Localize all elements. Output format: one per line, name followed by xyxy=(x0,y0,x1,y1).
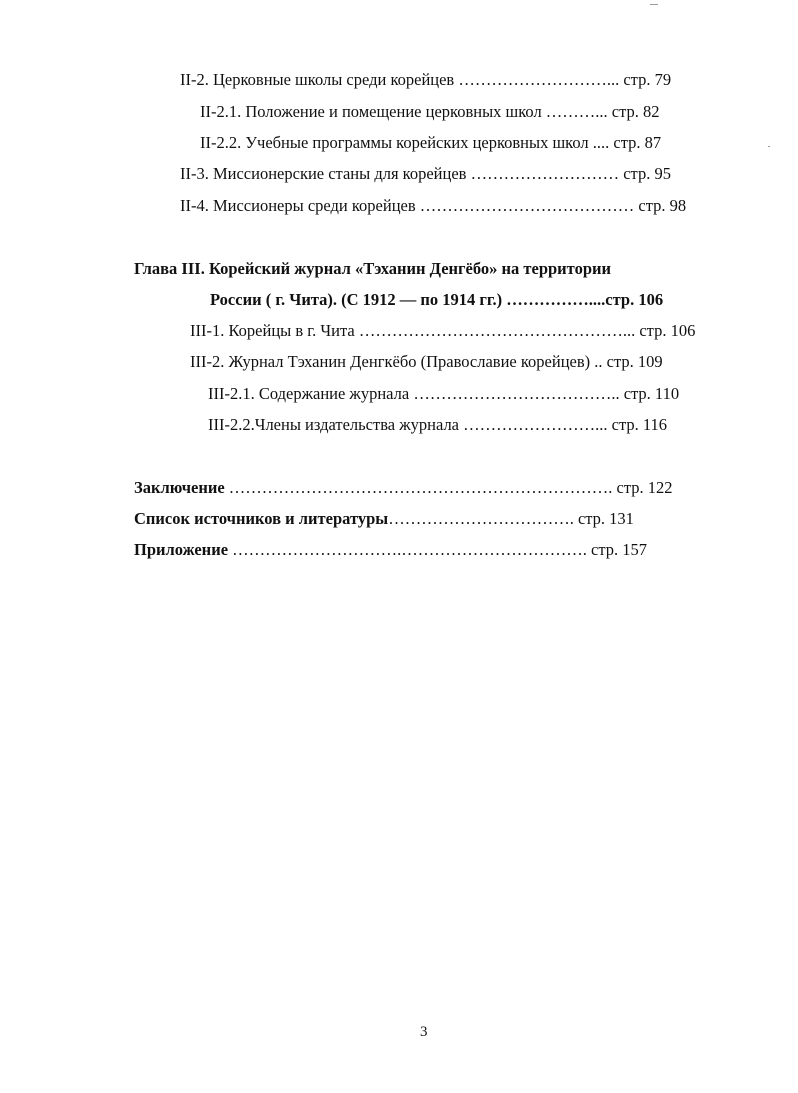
toc-entry-iii-2-2: III-2.2.Члены издательства журнала ……………………... стр. 116 xyxy=(208,415,667,434)
appendix-leader: ………………………….……………………………. стр. 157 xyxy=(228,540,648,559)
chapter-3-title-cont: России ( г. Чита). (С 1912 — по 1914 гг.) ……………....стр. 106 xyxy=(210,290,664,309)
sources-label: Список источников и литературы xyxy=(134,509,389,528)
appendix-label: Приложение xyxy=(134,540,229,559)
toc-entry-sources xyxy=(134,509,634,529)
sources-leader: ……………………………. стр. 131 xyxy=(388,509,634,528)
chapter-3-heading: Глава III. Корейский журнал «Тэханин Денгёбо» на территории xyxy=(134,259,612,278)
conclusion-leader: ……………………………………………………………. стр. 122 xyxy=(224,478,673,497)
toc-entry-ii-3: II-3. Миссионерские станы для корейцев ……………………… стр. 95 xyxy=(180,164,671,183)
toc-entry-iii-2-1: III-2.1. Содержание журнала ……………………………….. стр. 110 xyxy=(208,384,680,403)
chapter-3-heading-cont xyxy=(210,290,663,310)
toc-entry-ii-2-2: II-2.2. Учебные программы корейских церковных школ .... стр. 87 xyxy=(200,133,662,152)
toc-entry-appendix xyxy=(134,540,647,560)
toc-entry-iii-2: III-2. Журнал Тэханин Денгкёбо (Православие корейцев) .. стр. 109 xyxy=(190,352,663,371)
scan-speck xyxy=(768,146,770,147)
toc-entry-iii-1: III-1. Корейцы в г. Чита …………………………………………... стр. 106 xyxy=(190,321,696,340)
scan-speck xyxy=(650,4,658,5)
toc-entry-ii-2-1: II-2.1. Положение и помещение церковных школ ………... стр. 82 xyxy=(200,102,660,121)
toc-entry-conclusion xyxy=(134,478,673,498)
conclusion-label: Заключение xyxy=(134,478,225,497)
page-number: 3 xyxy=(420,1024,428,1040)
toc-entry-ii-2: II-2. Церковные школы среди корейцев ………………………... стр. 79 xyxy=(180,70,672,89)
toc-entry-ii-4: II-4. Миссионеры среди корейцев ………………………………… стр. 98 xyxy=(180,196,687,215)
